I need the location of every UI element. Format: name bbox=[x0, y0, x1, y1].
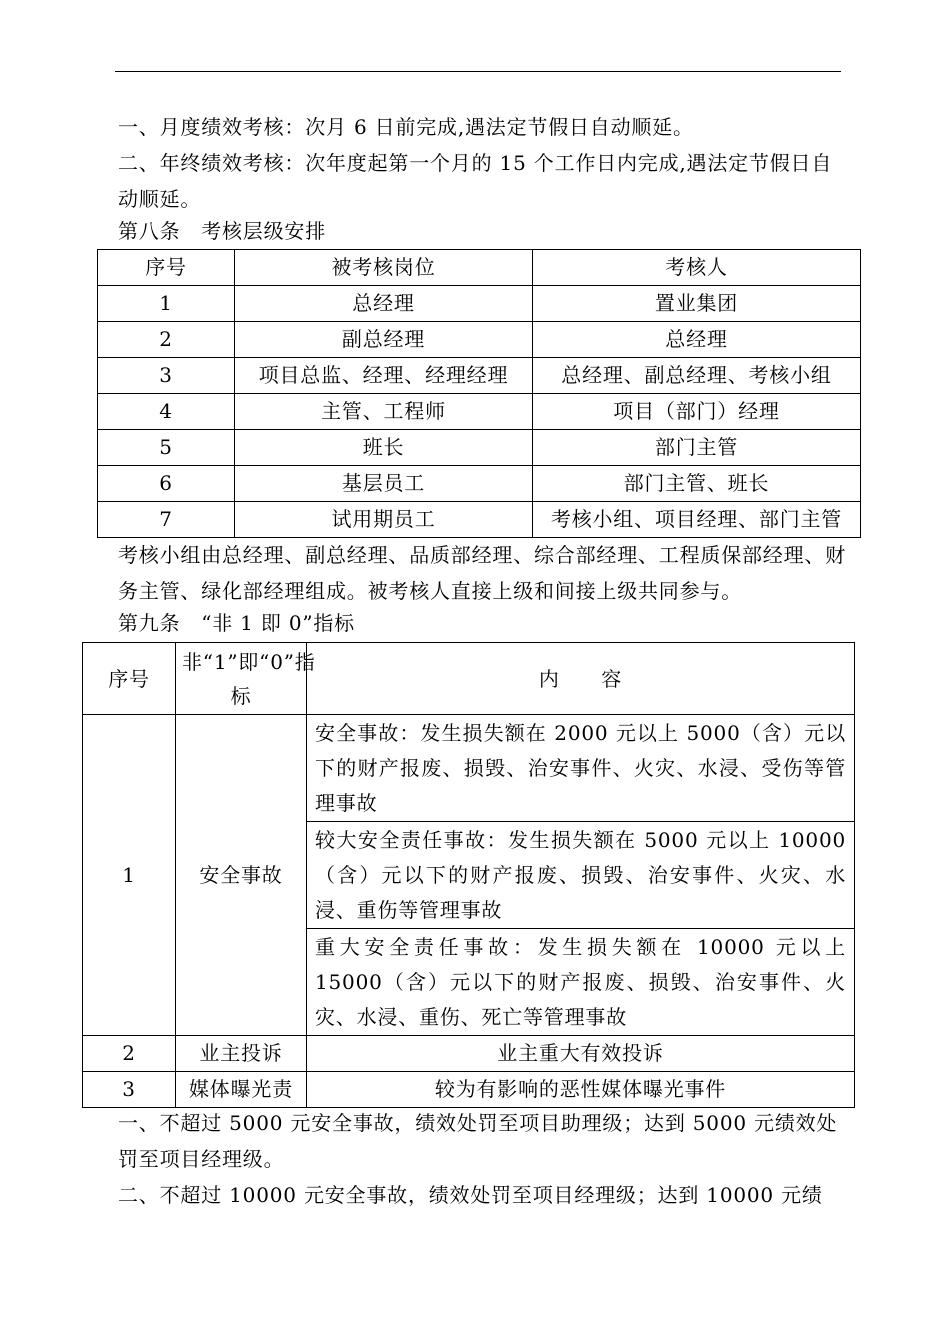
cell-no: 7 bbox=[98, 502, 235, 538]
header-no: 序号 bbox=[98, 250, 235, 286]
table-header-row bbox=[98, 250, 861, 286]
cell-position: 班长 bbox=[235, 430, 533, 466]
paragraph-annual-review: 二、年终绩效考核：次年度起第一个月的 15 个工作日内完成,遇法定节假日自动顺延。 bbox=[118, 151, 833, 211]
cell-indicator: 媒体曝光责 bbox=[176, 1072, 307, 1108]
cell-content-serious-accident: 重大安全责任事故：发生损失额在 10000 元以上 15000（含）元以下的财产报废、损毁、治安事件、火灾、水浸、重伤、死亡等管理事故 bbox=[307, 929, 855, 1036]
paragraph-penalty-5000: 一、不超过 5000 元安全事故，绩效处罚至项目助理级；达到 5000 元绩效处罚至项目经理级。 bbox=[118, 1111, 838, 1171]
cell-no: 1 bbox=[83, 715, 176, 1036]
cell-no: 6 bbox=[98, 466, 235, 502]
veto-indicator-table bbox=[82, 642, 855, 1108]
cell-no: 4 bbox=[98, 394, 235, 430]
header-content: 内 容 bbox=[307, 643, 855, 715]
cell-no: 2 bbox=[98, 322, 235, 358]
cell-content-major-accident: 较大安全责任事故：发生损失额在 5000 元以上 10000（含）元以下的财产报废、损毁、治安事件、火灾、水浸、重伤等管理事故 bbox=[307, 822, 855, 929]
paragraph-monthly-review: 一、月度绩效考核：次月 6 日前完成,遇法定节假日自动顺延。 bbox=[118, 115, 694, 139]
cell-reviewer: 部门主管 bbox=[533, 430, 861, 466]
table-header-row bbox=[83, 643, 855, 715]
cell-position: 试用期员工 bbox=[235, 502, 533, 538]
table-row bbox=[98, 430, 861, 466]
header-reviewer: 考核人 bbox=[533, 250, 861, 286]
cell-position: 副总经理 bbox=[235, 322, 533, 358]
table-row bbox=[98, 466, 861, 502]
header-position: 被考核岗位 bbox=[235, 250, 533, 286]
table-row bbox=[98, 502, 861, 538]
cell-position: 主管、工程师 bbox=[235, 394, 533, 430]
cell-no: 5 bbox=[98, 430, 235, 466]
table-row bbox=[83, 1036, 855, 1072]
review-group-note: 考核小组由总经理、副总经理、品质部经理、综合部经理、工程质保部经理、财务主管、绿化部经理组成。被考核人直接上级和间接上级共同参与。 bbox=[118, 543, 846, 603]
table-row bbox=[83, 1072, 855, 1108]
table-row bbox=[83, 715, 855, 822]
header-no: 序号 bbox=[83, 643, 176, 715]
cell-no: 3 bbox=[98, 358, 235, 394]
cell-indicator: 安全事故 bbox=[176, 715, 307, 1036]
cell-position: 总经理 bbox=[235, 286, 533, 322]
cell-reviewer: 考核小组、项目经理、部门主管 bbox=[533, 502, 861, 538]
cell-position: 基层员工 bbox=[235, 466, 533, 502]
cell-indicator: 业主投诉 bbox=[176, 1036, 307, 1072]
cell-reviewer: 总经理、副总经理、考核小组 bbox=[533, 358, 861, 394]
cell-reviewer: 部门主管、班长 bbox=[533, 466, 861, 502]
cell-content: 较为有影响的恶性媒体曝光事件 bbox=[307, 1072, 855, 1108]
cell-content: 业主重大有效投诉 bbox=[307, 1036, 855, 1072]
paragraph-penalty-10000: 二、不超过 10000 元安全事故，绩效处罚至项目经理级；达到 10000 元绩 bbox=[118, 1183, 823, 1207]
cell-no: 3 bbox=[83, 1072, 176, 1108]
table-row bbox=[98, 358, 861, 394]
cell-content-safety-accident: 安全事故：发生损失额在 2000 元以上 5000（含）元以下的财产报废、损毁、治安事件、火灾、水浸、受伤等管理事故 bbox=[307, 715, 855, 822]
article8-title: 第八条 考核层级安排 bbox=[118, 219, 326, 243]
table-row bbox=[98, 394, 861, 430]
header-rule bbox=[115, 71, 841, 72]
table-row bbox=[98, 286, 861, 322]
review-level-table bbox=[97, 249, 861, 538]
cell-reviewer: 总经理 bbox=[533, 322, 861, 358]
cell-no: 1 bbox=[98, 286, 235, 322]
cell-position: 项目总监、经理、经理经理 bbox=[235, 358, 533, 394]
article9-title: 第九条 “非 1 即 0”指标 bbox=[118, 611, 355, 635]
cell-reviewer: 置业集团 bbox=[533, 286, 861, 322]
cell-reviewer: 项目（部门）经理 bbox=[533, 394, 861, 430]
cell-no: 2 bbox=[83, 1036, 176, 1072]
table-row bbox=[98, 322, 861, 358]
header-indicator: 非“1”即“0”指标 bbox=[176, 643, 307, 715]
